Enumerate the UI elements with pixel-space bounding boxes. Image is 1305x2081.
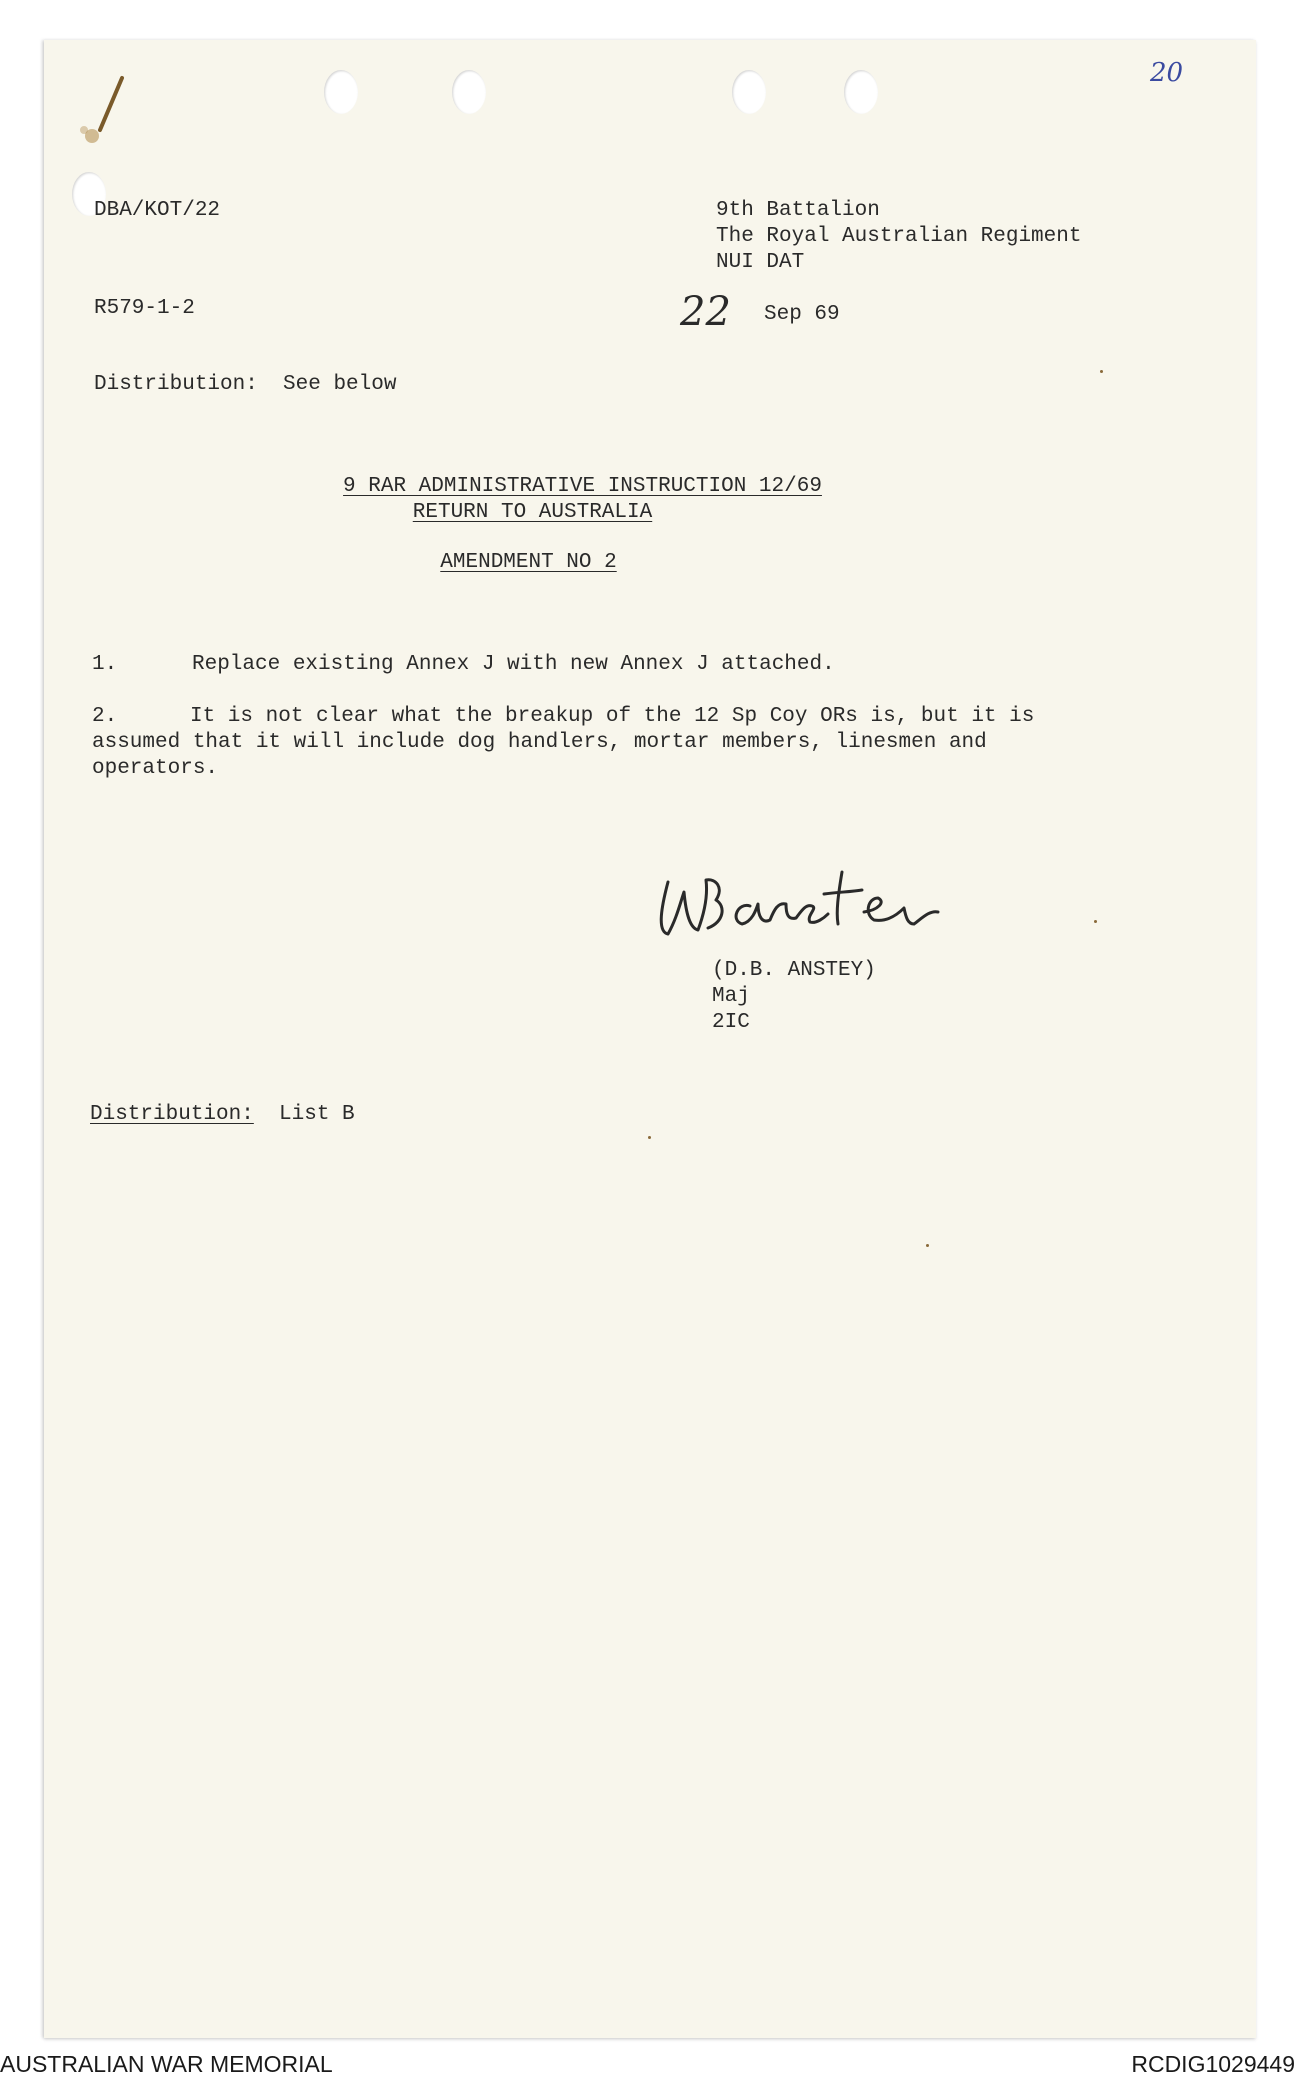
punch-hole xyxy=(324,70,358,114)
signatory-name: (D.B. ANSTEY) xyxy=(712,959,876,982)
paragraph-line: It is not clear what the breakup of the 12 Sp Coy ORs is, but it is xyxy=(190,705,1035,728)
file-reference: R579-1-2 xyxy=(94,297,195,320)
paragraph-line: assumed that it will include dog handlers, mortar members, linesmen and xyxy=(92,731,987,754)
sender-regiment: The Royal Australian Regiment xyxy=(716,225,1082,248)
distribution-label: Distribution: xyxy=(90,1103,254,1126)
amendment-heading: AMENDMENT NO 2 xyxy=(440,551,617,574)
distribution-label: Distribution: xyxy=(94,373,258,396)
paragraph-line: Replace existing Annex J with new Annex J attached. xyxy=(192,653,835,676)
instruction-subtitle: RETURN TO AUSTRALIA xyxy=(412,501,653,524)
distribution-bottom xyxy=(90,1102,355,1128)
distribution-value: See below xyxy=(283,373,397,396)
punch-hole xyxy=(732,70,766,114)
distribution-value: List B xyxy=(279,1103,355,1126)
punch-hole xyxy=(452,70,486,114)
signatory-appointment: 2IC xyxy=(712,1011,750,1034)
signatory-rank: Maj xyxy=(712,985,750,1008)
document-page xyxy=(44,40,1256,2038)
paper-speck xyxy=(1094,920,1097,923)
distribution-top xyxy=(94,372,396,398)
signature-image xyxy=(646,862,976,952)
rust-stain-mark xyxy=(70,70,130,150)
footer-record-id: RCDIG1029449 xyxy=(1131,2051,1295,2077)
paragraph-number: 2. xyxy=(92,705,118,728)
paper-speck xyxy=(648,1136,651,1139)
footer-archive-name: AUSTRALIAN WAR MEMORIAL xyxy=(0,2051,333,2077)
reference-number: DBA/KOT/22 xyxy=(94,199,221,222)
paragraph-line: operators. xyxy=(92,757,219,780)
sender-location: NUI DAT xyxy=(716,251,805,274)
paper-speck xyxy=(1100,370,1103,373)
date-day-handwritten: 22 xyxy=(680,289,731,335)
sender-unit: 9th Battalion xyxy=(716,199,880,222)
paper-speck xyxy=(926,1244,929,1247)
instruction-title: 9 RAR ADMINISTRATIVE INSTRUCTION 12/69 xyxy=(343,475,822,498)
date-month-year: Sep 69 xyxy=(764,303,840,326)
paragraph-number: 1. xyxy=(92,653,118,676)
page-number: 20 xyxy=(1150,58,1184,88)
punch-hole xyxy=(844,70,878,114)
